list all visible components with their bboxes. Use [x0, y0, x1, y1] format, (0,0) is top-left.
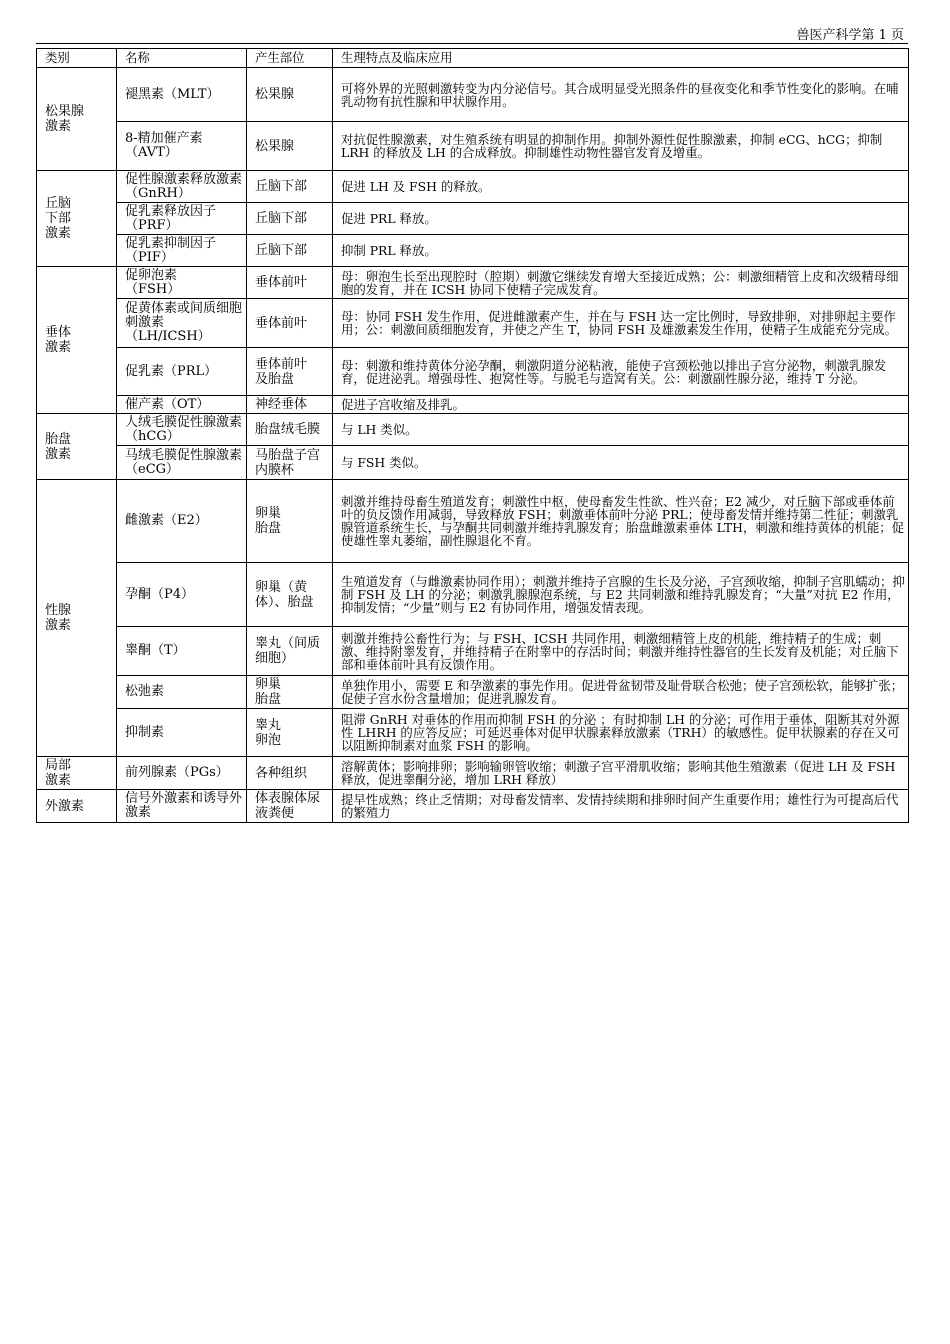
location-cell: 卵巢 胎盘: [247, 676, 333, 709]
name-cell: 促乳素（PRL）: [117, 348, 247, 396]
description-cell: 抑制 PRL 释放。: [333, 235, 909, 267]
location-cell: 卵巢（黄体）、胎盘: [247, 563, 333, 627]
description-cell: 溶解黄体；影响排卵；影响输卵管收缩；刺激子宫平滑肌收缩；影响其他生殖激素（促进 LH 及 FSH 释放，促进睾酮分泌，增加 LRH 释放）: [333, 757, 909, 790]
name-cell: 促性腺激素释放激素（GnRH）: [117, 171, 247, 203]
table-row: [37, 627, 909, 676]
description-cell: 母：刺激和维持黄体分泌孕酮，刺激阴道分泌粘液，能使子宫颈松弛以排出子宫分泌物，刺激乳腺发育，促进泌乳。增强母性、抱窝性等。与脱毛与造窝有关。公：刺激副性腺分泌，维持 T 分泌。: [333, 348, 909, 396]
table-row: [37, 414, 909, 446]
page-header: 兽医产科学第 1 页: [796, 28, 904, 43]
category-cell: 局部 激素: [37, 757, 117, 790]
table-row: [37, 446, 909, 480]
description-cell: 母：协同 FSH 发生作用，促进雌激素产生，并在与 FSH 达一定比例时，导致排卵，对排卵起主要作用；公：刺激间质细胞发育，并使之产生 T，协同 FSH 及雄激素发生作用，使精子生成能充分完成。: [333, 299, 909, 348]
name-cell: 促黄体素或间质细胞刺激素 （LH/ICSH）: [117, 299, 247, 348]
name-cell: 褪黑素（MLT）: [117, 68, 247, 122]
table-body: [37, 68, 909, 823]
table-row: [37, 563, 909, 627]
description-cell: 单独作用小，需要 E 和孕激素的事先作用。促进骨盆韧带及耻骨联合松弛；使子宫颈松软，能够扩张；促使子宫水份含量增加；促进乳腺发育。: [333, 676, 909, 709]
location-cell: 睾丸 卵泡: [247, 709, 333, 757]
category-cell: 丘脑 下部 激素: [37, 171, 117, 267]
description-cell: 促进子宫收缩及排乳。: [333, 396, 909, 414]
name-cell: 马绒毛膜促性腺激素（eCG）: [117, 446, 247, 480]
table-row: [37, 396, 909, 414]
description-cell: 可将外界的光照刺激转变为内分泌信号。其合成明显受光照条件的昼夜变化和季节性变化的影响。在哺乳动物有抗性腺和甲状腺作用。: [333, 68, 909, 122]
location-cell: 松果腺: [247, 68, 333, 122]
category-cell: 胎盘 激素: [37, 414, 117, 480]
name-cell: 8-精加催产素 （AVT）: [117, 122, 247, 171]
column-header-location: 产生部位: [247, 49, 333, 68]
name-cell: 松弛素: [117, 676, 247, 709]
location-cell: 垂体前叶 及胎盘: [247, 348, 333, 396]
table-row: [37, 171, 909, 203]
table-row: [37, 676, 909, 709]
category-cell: 松果腺 激素: [37, 68, 117, 171]
description-cell: 对抗促性腺激素，对生殖系统有明显的抑制作用。抑制外源性促性腺激素，抑制 eCG、hCG；抑制 LRH 的释放及 LH 的合成释放。抑制雄性动物性器官发育及增重。: [333, 122, 909, 171]
location-cell: 各种组织: [247, 757, 333, 790]
category-cell: 性腺 激素: [37, 480, 117, 757]
location-cell: 胎盘绒毛膜: [247, 414, 333, 446]
name-cell: 前列腺素（PGs）: [117, 757, 247, 790]
location-cell: 睾丸（间质细胞）: [247, 627, 333, 676]
location-cell: 松果腺: [247, 122, 333, 171]
column-header-category: 类别: [37, 49, 117, 68]
table-row: [37, 757, 909, 790]
category-cell: 外激素: [37, 790, 117, 823]
location-cell: 垂体前叶: [247, 267, 333, 299]
description-cell: 促进 LH 及 FSH 的释放。: [333, 171, 909, 203]
table-row: [37, 709, 909, 757]
table-row: [37, 235, 909, 267]
name-cell: 人绒毛膜促性腺激素（hCG）: [117, 414, 247, 446]
table-row: [37, 348, 909, 396]
location-cell: 丘脑下部: [247, 235, 333, 267]
name-cell: 孕酮（P4）: [117, 563, 247, 627]
description-cell: 与 LH 类似。: [333, 414, 909, 446]
location-cell: 垂体前叶: [247, 299, 333, 348]
name-cell: 催产素（OT）: [117, 396, 247, 414]
location-cell: 神经垂体: [247, 396, 333, 414]
table-row: [37, 267, 909, 299]
column-header-name: 名称: [117, 49, 247, 68]
table-header-row: [37, 49, 909, 68]
location-cell: 卵巢 胎盘: [247, 480, 333, 563]
description-cell: 与 FSH 类似。: [333, 446, 909, 480]
location-cell: 丘脑下部: [247, 171, 333, 203]
location-cell: 丘脑下部: [247, 203, 333, 235]
description-cell: 母：卵泡生长至出现腔时（腔期）刺激它继续发育增大至接近成熟；公：刺激细精管上皮和次级精母细胞的发育，并在 ICSH 协同下使精子完成发育。: [333, 267, 909, 299]
description-cell: 刺激并维持母畜生殖道发育；刺激性中枢，使母畜发生性欲、性兴奋；E2 减少，对丘脑下部或垂体前叶的负反馈作用减弱，导致释放 FSH；刺激垂体前叶分泌 PRL；使母畜发情并维持第二性征；刺激乳腺管道系统生长，与孕酮共同刺激并维持乳腺发育；胎盘雌激素垂体 LTH，刺激和维持黄体的机能；促使雄性睾丸萎缩，副性腺退化不育。: [333, 480, 909, 563]
name-cell: 促卵泡素 （FSH）: [117, 267, 247, 299]
location-cell: 马胎盘子宫内膜杯: [247, 446, 333, 480]
table-row: [37, 480, 909, 563]
location-cell: 体表腺体尿液粪便: [247, 790, 333, 823]
description-cell: 提早性成熟；终止乏情期；对母畜发情率、发情持续期和排卵时间产生重要作用；雄性行为可提高后代的繁殖力: [333, 790, 909, 823]
header-rule: [36, 43, 908, 44]
column-header-description: 生理特点及临床应用: [333, 49, 909, 68]
table-row: [37, 203, 909, 235]
name-cell: 促乳素抑制因子 （PIF）: [117, 235, 247, 267]
table-row: [37, 299, 909, 348]
table-row: [37, 122, 909, 171]
name-cell: 雌激素（E2）: [117, 480, 247, 563]
description-cell: 生殖道发育（与雌激素协同作用）；刺激并维持子宫腺的生长及分泌，子宫颈收缩，抑制子宫肌蠕动；抑制 FSH 及 LH 的分泌；刺激乳腺腺泡系统，与 E2 共同刺激和维持乳腺发育；“大量”对抗 E2 作用，抑制发情；“少量”则与 E2 有协同作用，增强发情表现。: [333, 563, 909, 627]
table-row: [37, 68, 909, 122]
hormone-table: [36, 48, 909, 823]
name-cell: 促乳素释放因子 （PRF）: [117, 203, 247, 235]
description-cell: 刺激并维持公畜性行为；与 FSH、ICSH 共同作用，刺激细精管上皮的机能，维持精子的生成；刺激、维持附睾发育，并维持精子在附睾中的存活时间；刺激并维持性器官的生长发育及机能；对丘脑下部和垂体前叶具有反馈作用。: [333, 627, 909, 676]
name-cell: 睾酮（T）: [117, 627, 247, 676]
table-row: [37, 790, 909, 823]
category-cell: 垂体 激素: [37, 267, 117, 414]
name-cell: 信号外激素和诱导外激素: [117, 790, 247, 823]
description-cell: 阻滞 GnRH 对垂体的作用而抑制 FSH 的分泌 ；有时抑制 LH 的分泌；可作用于垂体，阻断其对外源性 LHRH 的应答反应；可延迟垂体对促甲状腺素释放激素（TRH）的敏感性。促甲状腺素的存在又可以阻断抑制素对血浆 FSH 的影响。: [333, 709, 909, 757]
description-cell: 促进 PRL 释放。: [333, 203, 909, 235]
name-cell: 抑制素: [117, 709, 247, 757]
